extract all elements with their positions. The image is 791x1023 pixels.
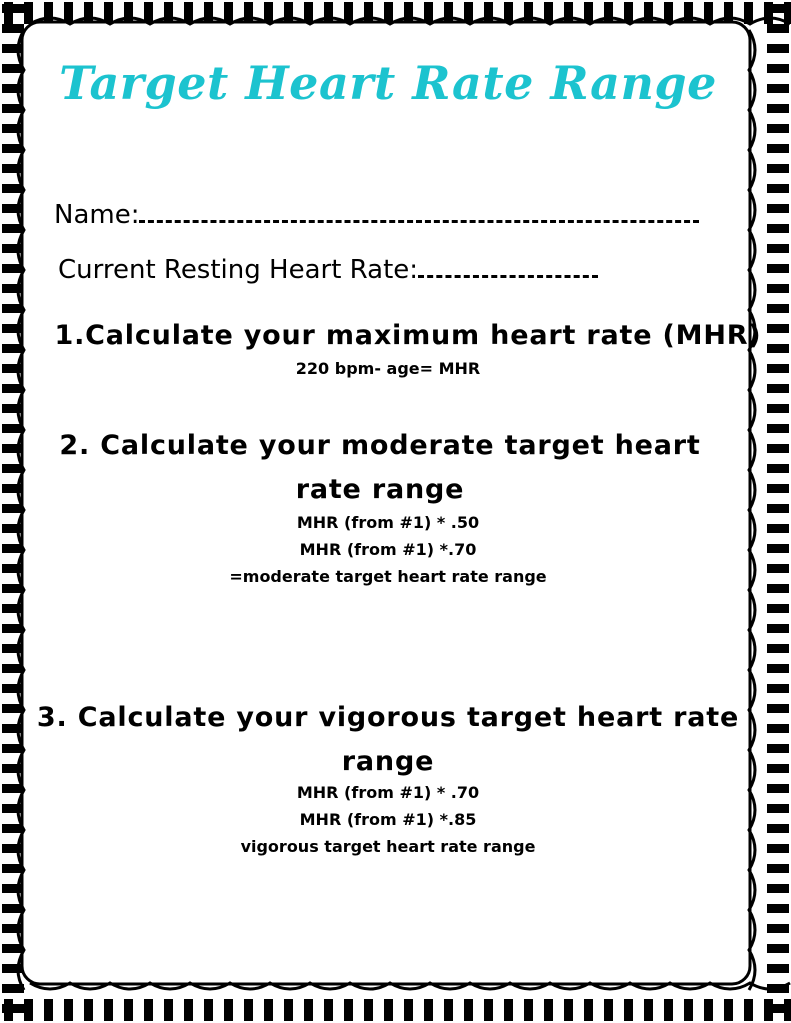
name-blank[interactable] <box>139 200 699 223</box>
resting-heart-rate-label: Current Resting Heart Rate: <box>58 255 419 285</box>
section-2-line-1: MHR (from #1) * .50 <box>296 513 480 532</box>
name-label: Name: <box>54 200 140 230</box>
section-1-lines <box>30 355 746 382</box>
section-2-lines <box>30 509 746 590</box>
section-3-line-1: MHR (from #1) * .70 <box>296 783 480 802</box>
section-1-line-1: 220 bpm- age= MHR <box>295 359 481 378</box>
resting-heart-rate-blank[interactable] <box>418 255 598 278</box>
resting-heart-rate-field[interactable] <box>58 255 598 285</box>
section-2-heading: 2. Calculate your moderate target heart rate range <box>59 430 701 505</box>
page-title: Target Heart Rate Range <box>59 56 717 110</box>
section-2-line-2: MHR (from #1) *.70 <box>299 540 477 559</box>
section-1-heading: 1.Calculate your maximum heart rate (MHR) <box>54 320 762 351</box>
section-2-line-3: =moderate target heart rate range <box>229 567 547 586</box>
section-3-lines <box>30 779 746 860</box>
section-3-line-2: MHR (from #1) *.85 <box>299 810 477 829</box>
name-field[interactable] <box>54 200 699 230</box>
worksheet-content <box>30 30 762 980</box>
section-3-heading: 3. Calculate your vigorous target heart rate range <box>36 702 740 777</box>
section-3-line-3: vigorous target heart rate range <box>240 837 536 856</box>
